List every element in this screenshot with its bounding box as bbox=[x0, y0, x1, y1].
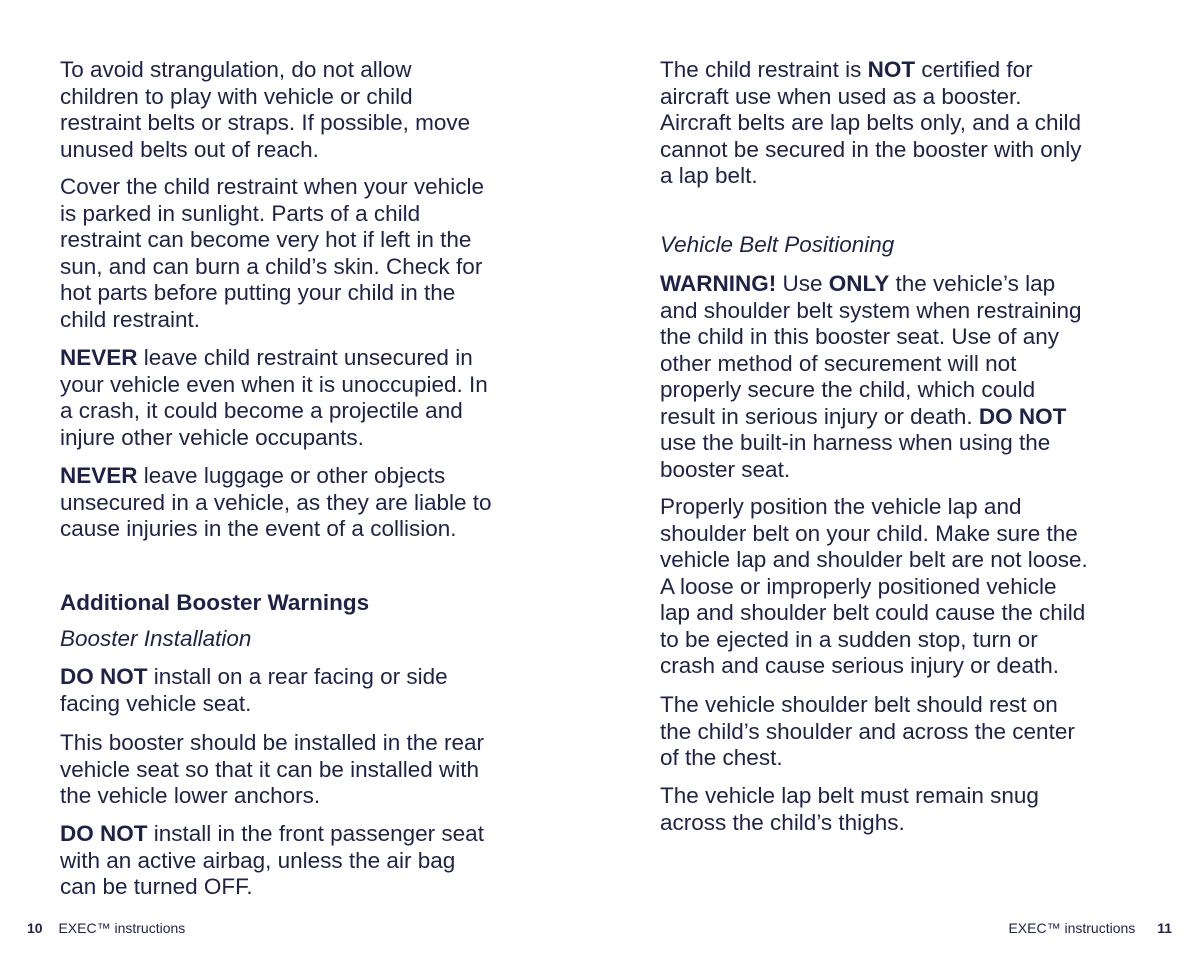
body-text: To avoid strangulation, do not allow children to play with vehicle or child restraint belts or straps. If possible, move unused belts out of reach. bbox=[60, 57, 471, 162]
body-text: use the built-in harness when using the booster seat. bbox=[660, 430, 1051, 482]
body-text: This booster should be installed in the rear vehicle seat so that it can be installed with the vehicle lower anchors. bbox=[60, 730, 484, 808]
paragraph bbox=[60, 174, 484, 333]
emphasis-text: WARNING! bbox=[660, 271, 777, 296]
emphasis-text: DO NOT bbox=[60, 664, 148, 689]
subsection-heading bbox=[60, 626, 251, 653]
paragraph bbox=[60, 664, 448, 717]
body-text: The vehicle shoulder belt should rest on the child’s shoulder and across the center of the chest. bbox=[660, 692, 1075, 770]
section-heading bbox=[60, 590, 369, 617]
paragraph bbox=[660, 692, 1075, 772]
paragraph bbox=[60, 463, 492, 543]
body-text: The child restraint is bbox=[660, 57, 868, 82]
emphasis-text: NEVER bbox=[60, 345, 138, 370]
paragraph bbox=[660, 271, 1081, 483]
body-text: Use bbox=[776, 271, 829, 296]
body-text: Properly position the vehicle lap and shoulder belt on your child. Make sure the vehicle lap and shoulder belt are not loose. A loose or improperly positioned vehicle lap and shoulder belt could cause the child to be ejected in a sudden stop, turn or crash and cause serious injury or death. bbox=[660, 494, 1088, 678]
paragraph bbox=[60, 821, 484, 901]
page-number: 11 bbox=[1157, 920, 1172, 936]
emphasis-text: NEVER bbox=[60, 463, 138, 488]
paragraph bbox=[660, 783, 1039, 836]
subsection-heading bbox=[660, 232, 894, 259]
paragraph bbox=[660, 57, 1082, 190]
emphasis-text: DO NOT bbox=[978, 403, 1067, 429]
body-text: Booster Installation bbox=[60, 626, 252, 651]
body-text: certified for aircraft use when used as a booster. Aircraft belts are lap belts only, and a child cannot be secured in the booster with only a lap belt. bbox=[660, 57, 1082, 188]
body-text: leave child restraint unsecured in your vehicle even when it is unoccupied. In a crash, it could become a projectile and injure other vehicle occupants. bbox=[60, 345, 488, 450]
body-text: Vehicle Belt Positioning bbox=[660, 232, 895, 257]
body-text: install in the front passenger seat with an active airbag, unless the air bag can be turned OFF. bbox=[60, 821, 484, 899]
body-text: The vehicle lap belt must remain snug across the child’s thighs. bbox=[660, 783, 1039, 835]
page-number: 10 bbox=[27, 920, 43, 936]
right-footer bbox=[1008, 920, 1172, 936]
paragraph bbox=[660, 494, 1088, 680]
body-text: the vehicle’s lap and shoulder belt system when restraining the child in this booster seat. Use of any other method of securement will not properly secure the child, which could result in serious injury or death. bbox=[660, 271, 1082, 429]
footer-title: EXEC™ instructions bbox=[58, 920, 186, 936]
paragraph bbox=[60, 730, 484, 810]
body-text: Cover the child restraint when your vehicle is parked in sunlight. Parts of a child restraint can become very hot if left in the sun, and can burn a child’s skin. Check for hot parts before putting your child in the child restraint. bbox=[60, 174, 484, 332]
emphasis-text: ONLY bbox=[828, 271, 890, 296]
body-text: leave luggage or other objects unsecured in a vehicle, as they are liable to cause injuries in the event of a collision. bbox=[60, 463, 492, 541]
emphasis-text: NOT bbox=[867, 57, 916, 82]
left-footer bbox=[27, 920, 185, 936]
footer-title: EXEC™ instructions bbox=[1008, 920, 1136, 936]
body-text: Additional Booster Warnings bbox=[60, 590, 370, 615]
paragraph bbox=[60, 345, 488, 451]
body-text: install on a rear facing or side facing vehicle seat. bbox=[60, 664, 448, 716]
emphasis-text: DO NOT bbox=[60, 821, 148, 846]
paragraph bbox=[60, 57, 470, 163]
